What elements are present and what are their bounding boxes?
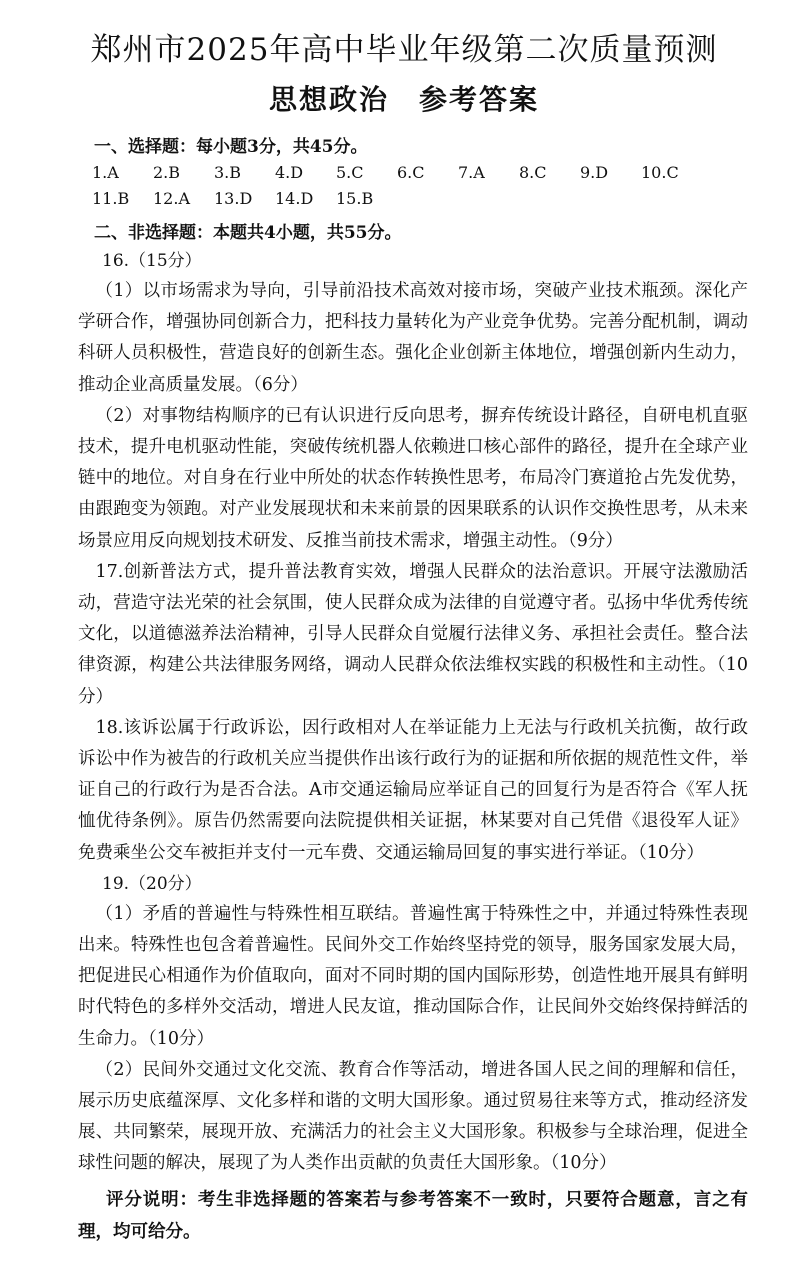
page-subtitle: 思想政治 参考答案 (268, 83, 539, 116)
answer-item: 14.D (275, 189, 314, 208)
answer-item: 6.C (397, 163, 425, 182)
question-19-label: 19.（20分） (102, 873, 202, 894)
answer-item: 8.C (519, 163, 547, 182)
answer-item: 10.C (641, 163, 679, 182)
section-heading-choice: 一、选择题：每小题3分，共45分。 (94, 137, 368, 157)
answer-item: 9.D (580, 163, 609, 182)
question-18-answer: 18.该诉讼属于行政诉讼，因行政相对人在举证能力上无法与行政机关抗衡，故行政诉讼中作为被告的行政机关应当提供作出该行政行为的证据和所依据的规范性文件，举证自己的行政行为是否合法。A市交通运输局应举证自己的回复行为是否符合《军人抚恤优待条例》。原告仍然需要向法院提供相关证据，林某要对自己凭借《退役军人证》免费乘坐公交车被拒并支付一元车费、交通运输局回复的事实进行举证。（10分） (78, 717, 748, 863)
question-16-part-2: （2）对事物结构顺序的已有认识进行反向思考，摒弃传统设计路径，自研电机直驱技术，提升电机驱动性能，突破传统机器人依赖进口核心部件的路径，提升在全球产业链中的地位。对自身在行业中所处的状态作转换性思考，布局冷门赛道抢占先发优势，由跟跑变为领跑。对产业发展现状和未来前景的因果联系的认识作交换性思考，从未来场景应用反向规划技术研发、反推当前技术需求，增强主动性。（9分） (78, 405, 748, 551)
answer-item: 7.A (458, 163, 485, 182)
section-heading-open: 二、非选择题：本题共4小题，共55分。 (94, 223, 402, 243)
answer-item: 1.A (92, 163, 119, 182)
answer-item: 5.C (336, 163, 364, 182)
answer-item: 11.B (92, 189, 130, 208)
answer-row-1 (92, 160, 748, 186)
question-19-part-1: （1）矛盾的普遍性与特殊性相互联结。普遍性寓于特殊性之中，并通过特殊性表现出来。特殊性也包含着普遍性。民间外交工作始终坚持党的领导，服务国家发展大局，把促进民心相通作为价值取向，面对不同时期的国内国际形势，创造性地开展具有鲜明时代特色的多样外交活动，增进人民友谊，推动国际合作，让民间外交始终保持鲜活的生命力。（10分） (78, 903, 748, 1049)
question-16-part-1: （1）以市场需求为导向，引导前沿技术高效对接市场，突破产业技术瓶颈。深化产学研合作，增强协同创新合力，把科技力量转化为产业竞争优势。完善分配机制，调动科研人员积极性，营造良好的创新生态。强化企业创新主体地位，增强创新内生动力，推动企业高质量发展。（6分） (78, 281, 748, 395)
multiple-choice-section (78, 134, 748, 212)
answer-row-2 (92, 186, 748, 212)
answer-item: 2.B (153, 163, 181, 182)
question-19-part-2: （2）民间外交通过文化交流、教育合作等活动，增进各国人民之间的理解和信任，展示历史底蕴深厚、文化多样和谐的文明大国形象。通过贸易往来等方式，推动经济发展、共同繁荣，展现开放、充满活力的社会主义大国形象。积极参与全球治理，促进全球性问题的解决，展现了为人类作出贡献的负责任大国形象。（10分） (78, 1059, 748, 1174)
answer-item: 13.D (214, 189, 253, 208)
open-questions-section (78, 220, 748, 1180)
answer-item: 4.D (275, 163, 304, 182)
grading-note: 评分说明：考生非选择题的答案若与参考答案不一致时，只要符合题意，言之有理，均可给分。 (78, 1189, 748, 1242)
question-17-answer: 17.创新普法方式，提升普法教育实效，增强人民群众的法治意识。开展守法激励活动，营造守法光荣的社会氛围，使人民群众成为法律的自觉遵守者。弘扬中华优秀传统文化，以道德滋养法治精神，引导人民群众自觉履行法律义务、承担社会责任。整合法律资源，构建公共法律服务网络，调动人民群众依法维权实践的积极性和主动性。（10分） (78, 561, 748, 707)
page-title: 郑州市2025年高中毕业年级第二次质量预测 (90, 32, 718, 68)
answer-item: 3.B (214, 163, 242, 182)
answer-item: 12.A (153, 189, 190, 208)
question-16-label: 16.（15分） (102, 251, 202, 271)
answer-item: 15.B (336, 189, 374, 208)
